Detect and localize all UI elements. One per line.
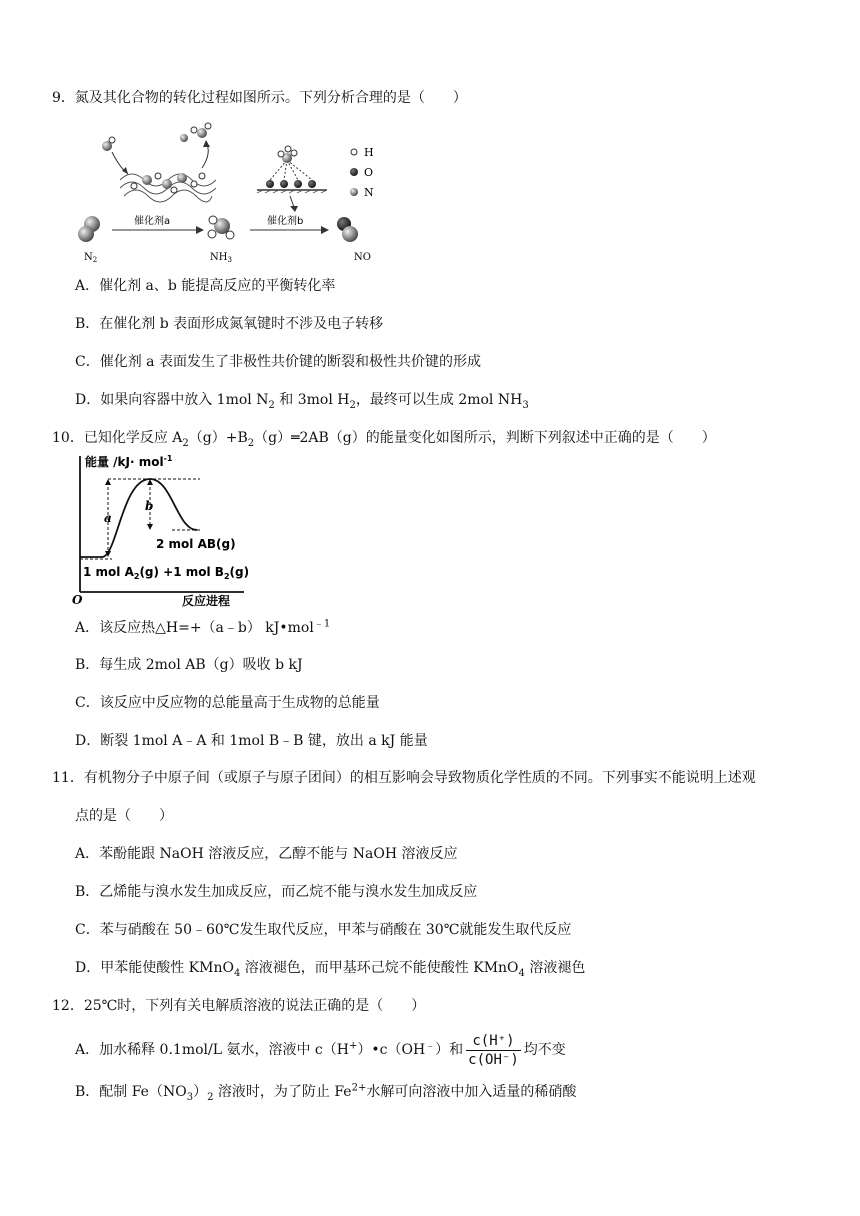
q11-option-d: D．甲苯能使酸性 KMnO$_4$ 溶液褪色，而甲基环己烷不能使酸性 KMnO$_4$ 溶液褪色: [75, 960, 586, 979]
x-axis-label: 反应进程: [182, 594, 231, 608]
label-no: NO: [354, 252, 371, 263]
catalyst-a-label: 催化剂a: [134, 216, 171, 227]
q12-option-b: B．配制 $Fe(NO_3)_2$ 溶液时，为了防止 $Fe^{2+}$水解可向溶液中加入适量的稀硝酸: [75, 1082, 577, 1103]
q12-stem: 12．25℃时，下列有关电解质溶液的说法正确的是（ ）: [52, 998, 426, 1014]
q11-option-b: B．乙烯能与溴水发生加成反应，而乙烷不能与溴水发生加成反应: [75, 884, 478, 900]
catalyst-b-surface: [257, 146, 327, 212]
catalyst-a-surface: [120, 173, 216, 202]
q11-option-c: C．苯与硝酸在 50﹣60℃发生取代反应，甲苯与硝酸在 30℃就能发生取代反应: [75, 922, 572, 938]
origin-label: O: [72, 593, 83, 607]
q11-stem-line2: 点的是（ ）: [75, 808, 173, 824]
legend: [350, 146, 374, 199]
q12-option-a: A．加水稀释 0.1mol/L 氨水，溶液中 c（H+）•c（OH﹣）和 $\frac{c(H^+)}{c(OH^-)}$ 均不变: [75, 1032, 566, 1068]
q10-option-d: D．断裂 1mol A﹣A 和 1mol B﹣B 键，放出 a kJ 能量: [75, 733, 428, 749]
q10-energy-diagram: [72, 452, 252, 608]
q10-option-c: C．该反应中反应物的总能量高于生成物的总能量: [75, 695, 380, 711]
label-b: b: [145, 499, 154, 513]
outgoing-molecule: [180, 123, 211, 168]
q10-option-a: A．该反应热△H=+（a﹣b） kJ•mol$^{﹣1}$: [75, 618, 331, 636]
q9-option-b: B．在催化剂 b 表面形成氮氧键时不涉及电子转移: [75, 316, 384, 332]
q11-option-a: A．苯酚能跟 NaOH 溶液反应，乙醇不能与 NaOH 溶液反应: [75, 846, 458, 862]
label-nh3: $NH_3$: [210, 252, 232, 264]
q9-option-d: D．如果向容器中放入 1mol $N_2$ 和 3mol $H_2$，最终可以生成 2mol $NH_3$: [75, 392, 529, 411]
incoming-molecule: [102, 137, 128, 174]
q11-stem-line1: 11．有机物分子中原子间（或原子与原子团间）的相互影响会导致物质化学性质的不同。下列事实不能说明上述观: [52, 770, 756, 786]
nitrogen-conversion-diagram: [72, 118, 392, 268]
q9-option-c: C．催化剂 a 表面发生了非极性共价键的断裂和极性共价键的形成: [75, 354, 481, 370]
reactant-label: 1 mol $A_2(g) +1$ mol $B_2(g)$: [83, 565, 250, 581]
ion-ratio-fraction: $\frac{c(H^+)}{c(OH^-)}$: [468, 1032, 519, 1068]
label-n2: $N_2$: [84, 252, 98, 264]
product-label: 2 mol AB(g): [156, 537, 236, 551]
y-axis-label: 能量 /kJ· mol$^{-1}$: [85, 454, 173, 469]
legend-n: N: [364, 186, 374, 199]
energy-profile-svg: [72, 452, 252, 608]
q9-stem: 9．氮及其化合物的转化过程如图所示。下列分析合理的是（ ）: [52, 90, 467, 106]
q10-option-b: B．每生成 2mol AB（g）吸收 b kJ: [75, 657, 303, 673]
legend-o: O: [364, 166, 374, 179]
q10-stem: 10．已知化学反应 $A_2(g)+B_2(g)═2AB(g)$的能量变化如图所示，判断下列叙述中正确的是（ ）: [52, 430, 716, 449]
legend-h: H: [364, 146, 374, 159]
q9-option-a: A．催化剂 a、b 能提高反应的平衡转化率: [75, 278, 336, 294]
label-a: a: [104, 511, 112, 525]
reaction-row: [78, 214, 371, 264]
catalyst-b-label: 催化剂b: [267, 216, 304, 227]
q9-figure: [72, 118, 392, 268]
